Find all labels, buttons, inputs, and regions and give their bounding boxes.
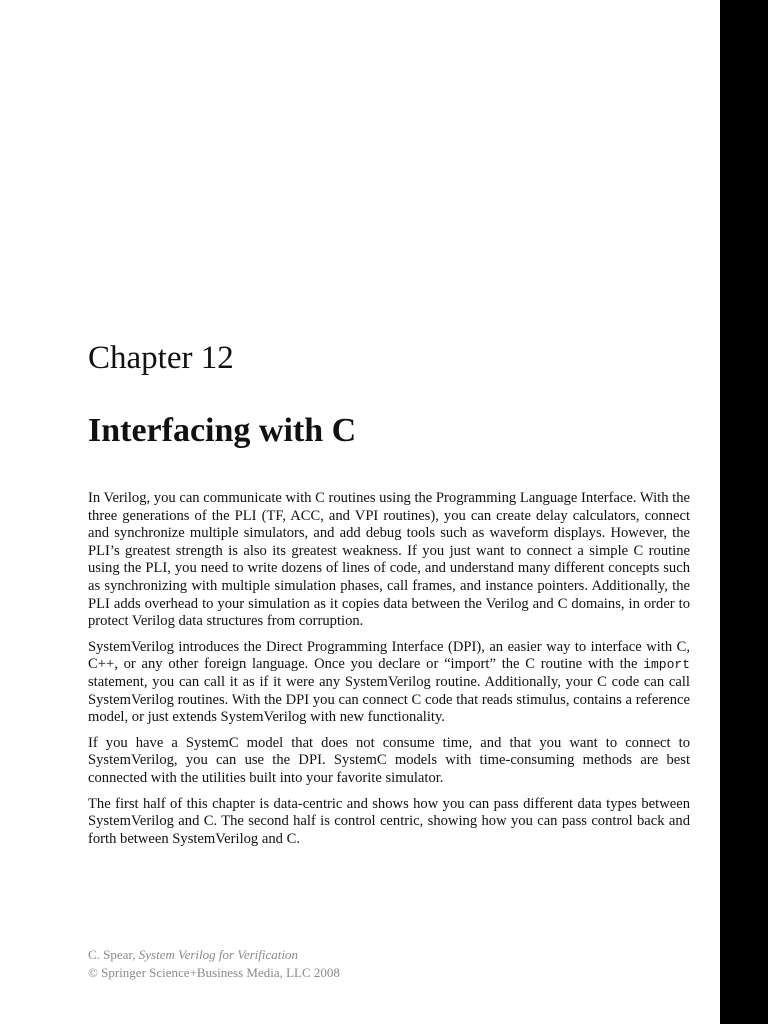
chapter-body xyxy=(88,490,690,856)
paragraph-overview: The first half of this chapter is data-centric and shows how you can pass different data types between SystemVerilog and C. The second half is control centric, showing how you can pass control back and forth between SystemVerilog and C. xyxy=(88,795,690,847)
footer-citation xyxy=(88,946,340,964)
footer-copyright: © Springer Science+Business Media, LLC 2008 xyxy=(88,965,340,980)
paragraph-dpi xyxy=(88,639,690,727)
footer-book-title: System Verilog for Verification xyxy=(138,947,298,962)
chapter-title: Interfacing with C xyxy=(88,412,357,449)
paragraph-systemc: If you have a SystemC model that does not consume time, and that you want to connect to SystemVerilog, you can use the DPI. SystemC models with time-consuming methods are best connected with the utilities built into your favorite simulator. xyxy=(88,734,690,786)
chapter-label: Chapter 12 xyxy=(88,340,234,376)
page-footer xyxy=(88,946,340,982)
paragraph-dpi-text-1: SystemVerilog introduces the Direct Programming Interface (DPI), an easier way to interface with C, C++, or any other foreign language. Once you declare or “import” the C routine with the xyxy=(88,638,690,673)
footer-author: C. Spear, xyxy=(88,947,139,962)
paragraph-pli: In Verilog, you can communicate with C routines using the Programming Language Interface. With the three generations of the PLI (TF, ACC, and VPI routines), you can create delay calculators, connect and synchronize multiple simulators, and add debug tools such as waveform displays. However, the PLI’s greatest strength is also its greatest weakness. If you just want to connect a simple C routine using the PLI, you need to write dozens of lines of code, and understand many different concepts such as synchronizing with multiple simulation phases, call frames, and instance pointers. Additionally, the PLI adds overhead to your simulation as it copies data between the Verilog and C domains, in order to protect Verilog data structures from corruption. xyxy=(88,490,690,630)
page-edge-bar xyxy=(720,0,768,1024)
import-keyword-code: import xyxy=(643,657,690,673)
paragraph-dpi-text-2: statement, you can call it as if it were any SystemVerilog routine. Additionally, your C code can call SystemVerilog routines. With the DPI you can connect C code that reads stimulus, contains a reference model, or just extends SystemVerilog with new functionality. xyxy=(88,673,690,726)
